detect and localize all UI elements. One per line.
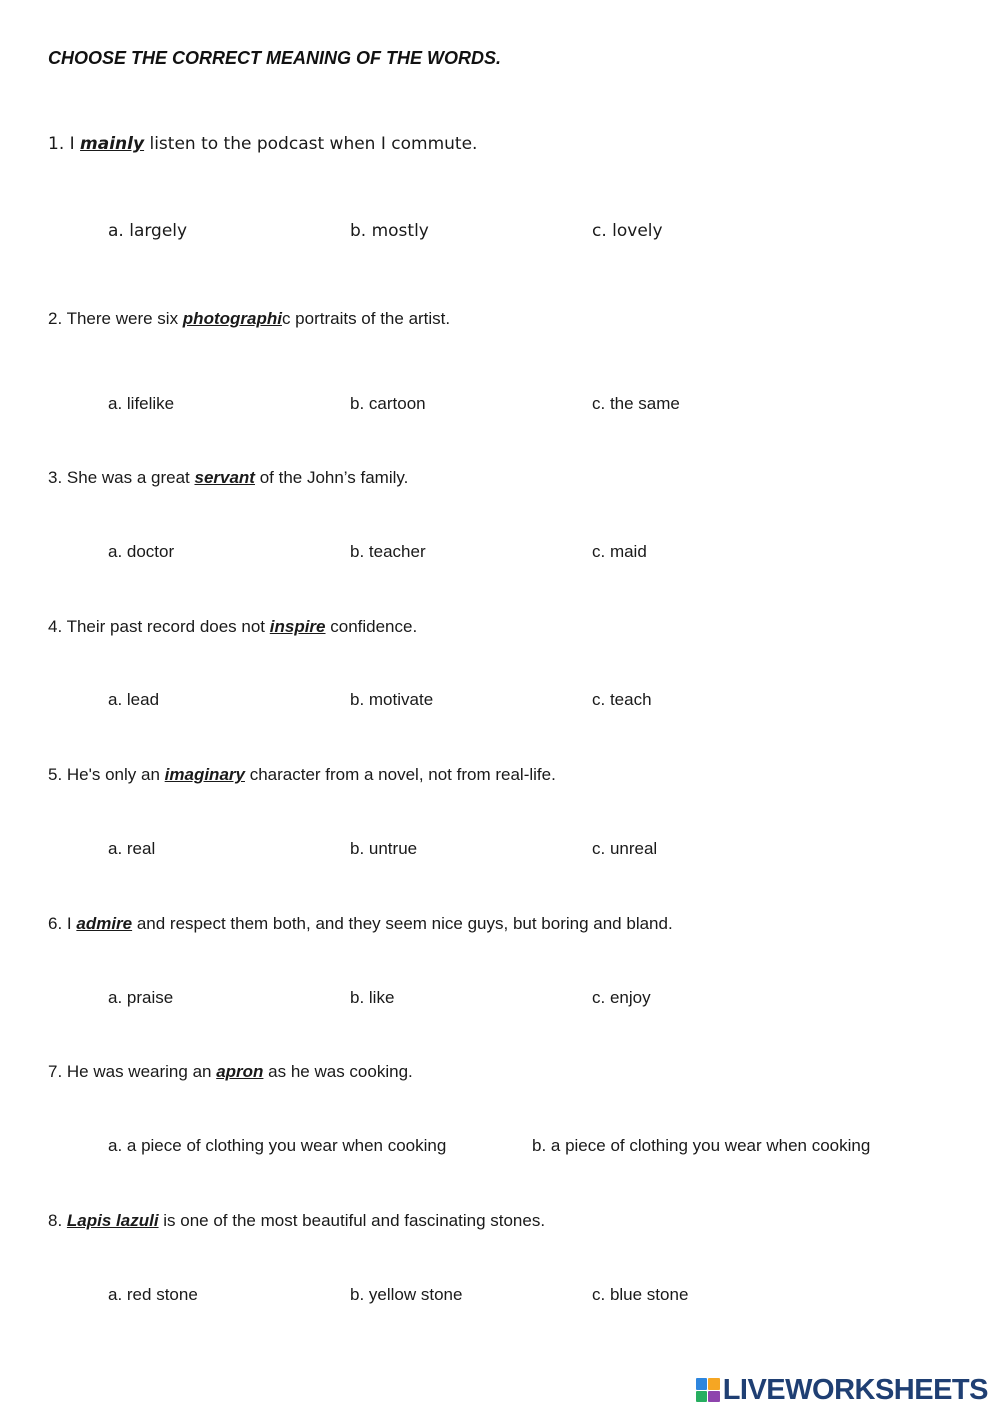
logo-text: LIVEWORKSHEETS	[722, 1373, 988, 1406]
question-keyword: apron	[216, 1062, 264, 1081]
option-7b[interactable]: b. a piece of clothing you wear when cooking	[532, 1136, 871, 1155]
question-text-post: confidence.	[325, 617, 418, 636]
liveworksheets-logo[interactable]	[696, 1374, 988, 1406]
option-5a[interactable]: a. real	[108, 839, 156, 858]
question-text-pre: 7. He was wearing an	[48, 1062, 217, 1081]
option-5c[interactable]: c. unreal	[592, 839, 658, 858]
option-1b[interactable]: b. mostly	[350, 221, 429, 241]
option-6b[interactable]: b. like	[350, 988, 395, 1007]
question-text-pre: 6. I	[48, 914, 77, 933]
logo-square-4	[708, 1391, 720, 1403]
option-1a[interactable]: a. largely	[108, 221, 188, 241]
logo-square-3	[696, 1391, 708, 1403]
question-3	[48, 467, 408, 489]
question-text-pre: 4. Their past record does not	[48, 617, 270, 636]
option-4b[interactable]: b. motivate	[350, 690, 434, 709]
option-4c[interactable]: c. teach	[592, 690, 652, 709]
option-2a[interactable]: a. lifelike	[108, 394, 175, 413]
question-text-post: character from a novel, not from real-life.	[244, 765, 556, 784]
question-2	[48, 308, 450, 330]
logo-square-1	[696, 1378, 708, 1390]
question-text-pre: 5. He's only an	[48, 765, 165, 784]
question-keyword: Lapis lazuli	[66, 1211, 159, 1230]
option-8b[interactable]: b. yellow stone	[350, 1285, 463, 1304]
option-4a[interactable]: a. lead	[108, 690, 160, 709]
option-8a[interactable]: a. red stone	[108, 1285, 198, 1304]
question-keyword: admire	[76, 914, 133, 933]
option-6a[interactable]: a. praise	[108, 988, 174, 1007]
option-2c[interactable]: c. the same	[592, 394, 680, 413]
question-6	[48, 913, 673, 935]
question-text-pre: 2. There were six	[48, 309, 183, 328]
question-text-post: and respect them both, and they seem nice guys, but boring and bland.	[132, 914, 673, 933]
option-8c[interactable]: c. blue stone	[592, 1285, 689, 1304]
question-text-pre: 1. I	[48, 134, 81, 154]
question-keyword: inspire	[269, 617, 326, 636]
question-text-post: c portraits of the artist.	[281, 309, 451, 328]
question-text-pre: 3. She was a great	[48, 468, 195, 487]
option-1c[interactable]: c. lovely	[592, 221, 663, 241]
question-text-post: as he was cooking.	[263, 1062, 413, 1081]
option-3b[interactable]: b. teacher	[350, 542, 426, 561]
question-5	[48, 764, 556, 786]
option-7a[interactable]: a. a piece of clothing you wear when cooking	[108, 1136, 447, 1155]
option-6c[interactable]: c. enjoy	[592, 988, 651, 1007]
worksheet-title: CHOOSE THE CORRECT MEANING OF THE WORDS.	[48, 48, 502, 68]
question-text-post: is one of the most beautiful and fascinating stones.	[158, 1211, 546, 1230]
question-text-post: listen to the podcast when I commute.	[144, 134, 478, 154]
option-3a[interactable]: a. doctor	[108, 542, 175, 561]
question-text-post: of the John’s family.	[254, 468, 409, 487]
question-4	[48, 616, 417, 638]
question-text-pre: 8.	[48, 1211, 67, 1230]
option-5b[interactable]: b. untrue	[350, 839, 418, 858]
question-7	[48, 1061, 413, 1083]
question-1	[48, 133, 477, 155]
logo-square-2	[708, 1378, 720, 1390]
question-keyword: servant	[194, 468, 255, 487]
question-8	[48, 1210, 545, 1232]
option-2b[interactable]: b. cartoon	[350, 394, 426, 413]
option-3c[interactable]: c. maid	[592, 542, 647, 561]
question-keyword: mainly	[80, 134, 145, 154]
question-keyword: imaginary	[164, 765, 245, 784]
question-keyword: photographi	[182, 309, 282, 328]
liveworksheets-logo-icon	[696, 1378, 720, 1402]
